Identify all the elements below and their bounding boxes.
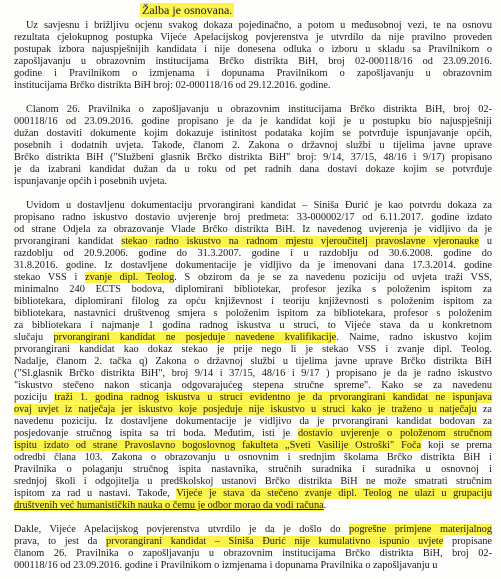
text-run: Članom 26. Pravilnika o zapošljavanju u obrazovnim institucijama Brčko distrikta BiH, broj 02- [26, 104, 492, 115]
text-line [14, 524, 492, 536]
text-line [14, 116, 492, 128]
highlighted-text: traži 1. godina radnog iskustva u struci evidentno je da prvorangirani kandidat ne ispunjava [54, 392, 492, 403]
text-run: propisano radno iskustvo dostavio uvjerenje broj predmeta: 33-000002/17 od 6.11.2017. godine izdato [14, 212, 492, 223]
text-run: navedenu poziciju. Iz dostavljene dokumentacije je vidljivo da je prvorangirani kandidat bodovan za [14, 416, 492, 427]
text-run: institucijama Brčko distrikta BiH broj: 02-000118/16 od 29.12.2016. godine. [14, 80, 331, 91]
text-line [26, 104, 492, 116]
text-line [14, 32, 492, 44]
text-run: za [476, 404, 492, 415]
text-run: godine i Pravilnikom o izmjenama i dopunama Pravilnikom o zapošljavanju u obrazovnim [14, 68, 492, 79]
text-line [14, 308, 492, 320]
text-run: Brčko distrikta BiH ("Službeni glasnik Brčko distrikta BiH" broj: 9/14, 37/15, 48/16 i 9/17) propisano [14, 152, 492, 163]
text-run: 000118/16 od 23.09.2016. godine i Pravilnikom o izmjenama i dopunama Pravilnika o zapošljavanju u [14, 560, 438, 571]
highlighted-text: društvenih već humanističkih nauka o čemu je odbor morao da vodi računa [14, 500, 324, 511]
text-line [14, 368, 492, 380]
text-line [14, 164, 492, 176]
text-run: prava, to jest da [14, 536, 107, 547]
text-run: zapošljavanju u obrazovnim institucijama Brčko distrikta BiH, broj 02-000118/16 od 23.09.2016. [14, 56, 492, 67]
highlighted-text: stekao radno iskustvo na radnom mjestu vjeroučitelj pravoslavne vjeronauke [121, 236, 479, 247]
text-line [14, 416, 492, 428]
text-line [14, 452, 492, 464]
text-run: bibliotekara, diplomirani filolog za opću književnost i teoriju književnosti s položenim ispitom za [14, 296, 492, 307]
text-line [14, 212, 492, 224]
highlighted-text: zvanje dipl. Teolog [85, 272, 175, 283]
text-line [14, 560, 492, 572]
text-line [14, 356, 492, 368]
highlighted-text: pogrešne primjene materijalnog [349, 524, 492, 535]
text-run: "iskustvo stečeno nakon sticanja odgovarajućeg stepena stručne spreme". Kako se za navedenu [14, 380, 492, 391]
text-line [14, 440, 492, 452]
text-line [14, 548, 492, 560]
text-line [14, 224, 492, 236]
text-run: Uz savjesnu i brižljivu ocjenu svakog dokaza pojedinačno, a potom u međusobnoj vezi, te na osnovu [26, 20, 492, 31]
text-line [26, 200, 492, 212]
text-run: bibliotekara, nastavnici društvenog smjera s položenim ispitom za bibliotekara, profesor s položenim [14, 308, 492, 319]
text-run: prvorangirani kandidat [14, 236, 122, 247]
text-run: u [479, 236, 492, 247]
text-line [14, 152, 492, 164]
text-line [14, 500, 492, 512]
text-line [14, 56, 492, 68]
text-run: srednjoj školi i odgojitelja u predškolskoj ustanovi Brčko distrikta BiH ne može smatrati stručnim [14, 476, 492, 487]
text-line [14, 68, 492, 80]
text-line [14, 284, 492, 296]
text-run: Pravilnika o polaganju stručnog ispita nastavnika, stručnih suradnika i suradnika u osnovnoj i [14, 464, 492, 475]
text-run: stekao VSS i [14, 272, 86, 283]
text-run: od strane Odjela za obrazovanje Vlade Brčko distrikta BiH. Iz navedenog uvjerenja je vidljivo da je [14, 224, 492, 235]
text-line [14, 344, 492, 356]
text-line [14, 476, 492, 488]
text-line [14, 296, 492, 308]
text-run: rezultata cjelokupnog postupka Vijeće Apelacijskog povjerenstva je utvrdilo da nije pravilno proveden [14, 32, 492, 43]
text-line [14, 128, 492, 140]
text-line [14, 380, 492, 392]
highlighted-text: prvorangirani kandidat ne posjeduje navedene kvalifikacije [53, 332, 337, 343]
highlighted-text: dostavio uvjerenje o položenom stručnom [297, 428, 492, 439]
text-run: Nadalje, članom 2. tačka q) Zakona o državnoj službi u tijelima javne uprave Brčko distrikta BiH [14, 356, 492, 367]
text-run: ("Sl.glasnik Brčko distrikta BiH", broj 9/14 i 37/15, 48/16 i 9/17 ) propisano je da je radno iskustvo [14, 368, 492, 379]
highlighted-text: prvorangirani kandidat – Siniša Đurić nije kumulativno ispunio uvjete [106, 536, 444, 547]
highlighted-text: ovaj uvjet iz natječaja jer iskustvo koje posjeduje nije iskustvo u struci kako je traženo u natječaju [14, 404, 477, 415]
text-line [14, 488, 492, 500]
text-line [14, 320, 492, 332]
text-line [14, 260, 492, 272]
text-line [14, 536, 492, 548]
text-run: poziciju [14, 392, 55, 403]
text-run: postupak izbora najuspješnijih kandidata i nije donesena odluka o izboru u skladu sa Pravilnikom o [14, 44, 492, 55]
text-line [14, 332, 492, 344]
text-run: ispunjavanje općih i posebnih uvjeta. [14, 176, 167, 187]
text-line [14, 272, 492, 284]
text-run: slučaju [14, 332, 54, 343]
text-line [14, 140, 492, 152]
text-line [14, 236, 492, 248]
text-run: . S obzirom da je se za navedenu poziciju od uvjeta traži VSS, [174, 272, 492, 283]
text-run: 31.8.2016. godine. Iz dostavljene dokumentacije je vidljivo da je imenovani dana 17.3.2014. godine [14, 260, 492, 271]
text-run: minimalno 240 ECTS bodova, diplomirani bibliotekar, profesor jezika s položenim ispitom za [14, 284, 492, 295]
text-run: propisane [443, 536, 492, 547]
highlighted-text: Vijeće je stava da stečeno zvanje dipl. Teolog ne ulazi u grupaciju [176, 488, 492, 499]
text-run: razdoblju od 20.9.2006. godine do 31.3.2007. godine i u razdoblju od 30.6.2008. godine do [14, 248, 492, 259]
text-line [14, 428, 492, 440]
text-run: koji se prema [421, 440, 492, 451]
text-run: posjedovanje stručnog ispita sa tri boda. Međutim, isti je [14, 428, 298, 439]
text-line [14, 404, 492, 416]
text-run: je da izabrani kandidat dužan da u roku od pet radnih dana dostavi dokaze kojim se potvrđuje [14, 164, 492, 175]
text-line [14, 80, 492, 92]
text-run: ispitom za rad u nastavi. Takođe, [14, 488, 177, 499]
text-run: odredbi člana 103. Zakona o obrazovanju u osnovnim i srednjim školama Brčko distrikta BiH i [14, 452, 492, 463]
text-line [14, 248, 492, 260]
text-run: . Naime, radno iskustvo kojim [336, 332, 492, 343]
text-run: prvorangirani kandidat kao dokaz stekao je prije nego li je stekao VSS i zvanje dipl. Teolog. [14, 344, 492, 355]
text-run: 000118/16 od 23.09.2016. godine propisano je da je kandidat koji je u postupku bio najuspješniji [14, 116, 492, 127]
text-run: . [323, 500, 327, 511]
text-run: Dakle, Vijeće Apelacijskog povjerenstva utvrdilo je da je došlo do [14, 524, 350, 535]
text-line [26, 20, 492, 32]
text-line [14, 464, 492, 476]
text-line [14, 176, 492, 188]
text-run: posebnih i dodatnih uvjeta. Takođe, članom 2. Zakona o državnoj službi u tijelima javne uprave [14, 140, 492, 151]
text-run: dužan dostaviti dokumente kojim dokazuje istinitost podataka kojim se potvrđuje ispunjavanje općih, [14, 128, 492, 139]
text-run: članom 26. Pravilnika o zapošljavanju u obrazovnim institucijama Brčko distrikta BiH, broj 02- [14, 548, 492, 559]
text-line [14, 44, 492, 56]
decision-heading: Žalba je osnovana. [142, 3, 233, 17]
highlighted-text: ispitu izdato od strane Pravoslavno bogoslovnog fakulteta „Sveti Vasilije Ostroški" Foča [14, 440, 422, 451]
text-line [14, 392, 492, 404]
text-run: Uvidom u dostavljenu dokumentaciju prvorangirani kandidat – Siniša Đurić je kao potvrdu dokaza za [26, 200, 492, 211]
text-run: za bibliotekara i najmanje 1 godina radnog iskustva u struci, to Vijeće stava da u konkretnom [14, 320, 492, 331]
